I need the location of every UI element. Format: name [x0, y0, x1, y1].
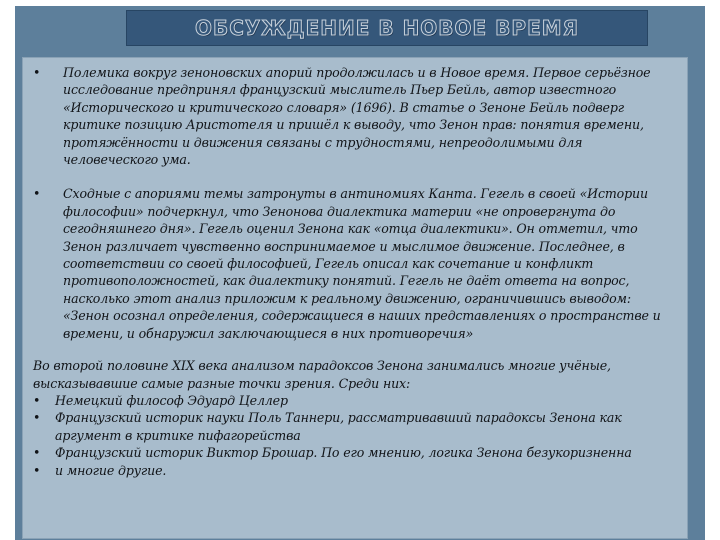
list-item	[33, 462, 679, 479]
bullet-marker: •	[33, 445, 41, 461]
paragraph-bayle	[33, 64, 679, 168]
paragraph-2-text: Сходные с апориями темы затронуты в антиномиях Канта. Гегель в своей «Истории философии» подчеркнул, что Зенонова диалектика материи «не опровергнута до сегодняшнего дня». Гегель оценил Зенона как «отца диалектики». Он отметил, что Зенон различает чувственно воспринимаемое и мыслимое движение. Последнее, в соответствии со своей философией, Гегель описал как сочетание и конфликт противоположностей, как диалектику понятий. Гегель не даёт ответа на вопрос, насколько этот анализ приложим к реальному движению, ограничившись выводом: «Зенон осознал определения, содержащиеся в наших представлениях о пространстве и времени, и обнаружил заключающиеся в них противоречия»	[63, 186, 661, 341]
paragraph-xix-century	[33, 357, 679, 392]
list-item	[33, 444, 679, 461]
bullet-marker: •	[33, 462, 41, 478]
paragraph-3-text: Во второй половине XIX века анализом парадоксов Зенона занимались многие учёные, высказывавшие самые разные точки зрения. Среди них:	[33, 358, 611, 391]
content-panel	[22, 57, 688, 539]
slide-text	[33, 64, 679, 479]
list-item-text: и многие другие.	[55, 462, 167, 478]
bullet-marker: •	[33, 186, 41, 202]
list-item	[33, 392, 679, 409]
bullet-marker: •	[33, 65, 41, 80]
paragraph-hegel	[33, 185, 679, 342]
title-bar	[126, 10, 648, 46]
bullet-marker: •	[33, 410, 41, 426]
paragraph-1-text: Полемика вокруг зеноновских апорий продолжилась и в Новое время. Первое серьёзное исследование предпринял французский мыслитель Пьер Бейль, автор известного «Исторического и критического словаря» (1696). В статье о Зеноне Бейль подверг критике позицию Аристотеля и пришёл к выводу, что Зенон прав: понятия времени, протяжённости и движения связаны с трудностями, непреодолимыми для человеческого ума.	[63, 65, 651, 168]
list-item-text: Французский историк Виктор Брошар. По его мнению, логика Зенона безукоризненна	[55, 445, 632, 461]
slide-title: ОБСУЖДЕНИЕ В НОВОЕ ВРЕМЯ	[194, 16, 580, 40]
list-item	[33, 409, 679, 444]
list-item-text: Французский историк науки Поль Таннери, рассматривавший парадоксы Зенона как аргумент в критике пифагорейства	[55, 410, 622, 443]
list-item-text: Немецкий философ Эдуард Целлер	[55, 392, 288, 408]
bullet-marker: •	[33, 392, 41, 408]
